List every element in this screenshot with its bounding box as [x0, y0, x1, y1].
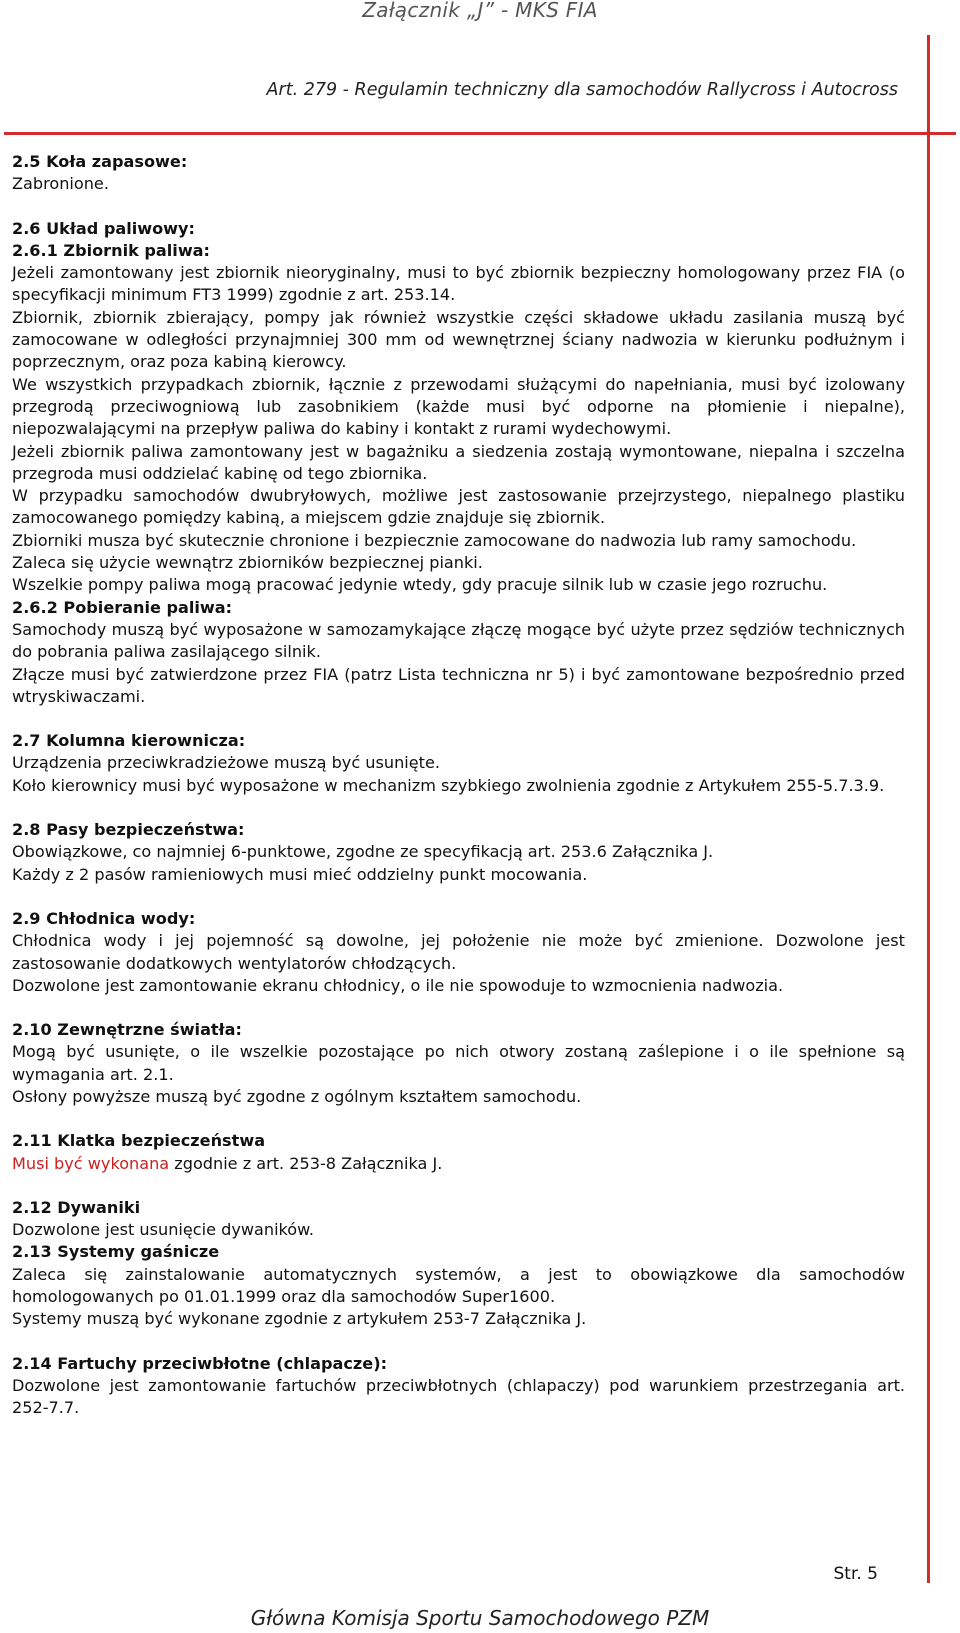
paragraph: Dozwolone jest zamontowanie fartuchów przeciwbłotnych (chlapaczy) pod warunkiem przestrzegania art. 252-7.7.	[12, 1375, 905, 1418]
paragraph: Wszelkie pompy paliwa mogą pracować jedynie wtedy, gdy pracuje silnik lub w czasie jego rozruchu.	[12, 575, 828, 595]
paragraph: Jeżeli zamontowany jest zbiornik nieoryginalny, musi to być zbiornik bezpieczny homologowany przez FIA (o specyfikacji minimum FT3 1999) zgodnie z art. 253.14.	[12, 263, 905, 305]
paragraph: Każdy z 2 pasów ramieniowych musi mieć oddzielny punkt mocowania.	[12, 864, 588, 884]
section-heading-2-6-1: 2.6.1 Zbiornik paliwa:	[12, 240, 210, 260]
spacer	[12, 1175, 905, 1197]
section-heading-2-6: 2.6 Układ paliwowy:	[12, 218, 195, 238]
section-heading-2-13: 2.13 Systemy gaśnicze	[12, 1242, 220, 1262]
margin-vertical-line	[927, 35, 930, 1583]
paragraph: Zaleca się użycie wewnątrz zbiorników bezpiecznej pianki.	[12, 553, 483, 573]
paragraph: Dozwolone jest zamontowanie ekranu chłodnicy, o ile nie spowoduje to wzmocnienia nadwozia.	[12, 975, 784, 995]
paragraph: Urządzenia przeciwkradzieżowe muszą być usunięte.	[12, 753, 440, 773]
spacer	[12, 886, 905, 908]
spacer	[12, 196, 905, 218]
spacer	[12, 1108, 905, 1130]
document-footer: Główna Komisja Sportu Samochodowego PZM	[250, 1606, 710, 1630]
paragraph: Zaleca się zainstalowanie automatycznych systemów, a jest to obowiązkowe dla samochodów homologowanych po 01.01.1999 oraz dla samochodów Super1600.	[12, 1264, 905, 1307]
section-heading-2-7: 2.7 Kolumna kierownicza:	[12, 731, 246, 751]
paragraph: Zabronione.	[12, 174, 109, 194]
paragraph	[12, 1153, 905, 1175]
section-heading-2-9: 2.9 Chłodnica wody:	[12, 908, 196, 928]
section-heading-2-12: 2.12 Dywaniki	[12, 1197, 141, 1217]
document-header-title: Załącznik „J” - MKS FIA	[362, 0, 598, 22]
paragraph: Złącze musi być zatwierdzone przez FIA (patrz Lista techniczna nr 5) i być zamontowane bezpośrednio przed wtryskiwaczami.	[12, 664, 905, 706]
section-heading-2-6-2: 2.6.2 Pobieranie paliwa:	[12, 597, 233, 617]
paragraph: Obowiązkowe, co najmniej 6-punktowe, zgodne ze specyfikacją art. 253.6 Załącznika J.	[12, 842, 714, 862]
paragraph: Zbiornik, zbiornik zbierający, pompy jak również wszystkie części składowe układu zasilania muszą być zamocowane w odległości przynajmniej 300 mm od wewnętrznej ściany nadwozia w kierunku podłużnym i poprzecznym, oraz poza kabiną kierowcy.	[12, 307, 905, 372]
section-heading-2-8: 2.8 Pasy bezpieczeństwa:	[12, 820, 245, 840]
paragraph: Osłony powyższe muszą być zgodne z ogólnym kształtem samochodu.	[12, 1086, 582, 1106]
paragraph: Samochody muszą być wyposażone w samozamykające złączę mogące być użyte przez sędziów technicznych do pobrania paliwa zasilającego silnik.	[12, 619, 905, 662]
document-header-subtitle: Art. 279 - Regulamin techniczny dla samochodów Rallycross i Autocross	[266, 80, 898, 100]
paragraph: Dozwolone jest usunięcie dywaników.	[12, 1220, 314, 1240]
spacer	[12, 997, 905, 1019]
paragraph: Koło kierownicy musi być wyposażone w mechanizm szybkiego zwolnienia zgodnie z Artykułem 255-5.7.3.9.	[12, 775, 885, 795]
section-heading-2-5: 2.5 Koła zapasowe:	[12, 152, 188, 171]
spacer	[12, 797, 905, 819]
paragraph: Systemy muszą być wykonane zgodnie z artykułem 253-7 Załącznika J.	[12, 1309, 587, 1329]
paragraph: W przypadku samochodów dwubryłowych, możliwe jest zastosowanie przejrzystego, niepalnego plastiku zamocowanego pomiędzy kabiną, a miejscem gdzie znajduje się zbiornik.	[12, 486, 905, 528]
section-heading-2-10: 2.10 Zewnętrzne światła:	[12, 1020, 242, 1040]
section-heading-2-14: 2.14 Fartuchy przeciwbłotne (chlapacze):	[12, 1353, 388, 1373]
paragraph: Chłodnica wody i jej pojemność są dowolne, jej położenie nie może być zmienione. Dozwolone jest zastosowanie dodatkowych wentylatorów chłodzących.	[12, 931, 905, 973]
page-number: Str. 5	[833, 1564, 878, 1584]
paragraph-text: zgodnie z art. 253-8 Załącznika J.	[169, 1153, 443, 1173]
document-body	[12, 151, 905, 1420]
spacer	[12, 708, 905, 730]
paragraph: Zbiorniki musza być skutecznie chronione i bezpiecznie zamocowane do nadwozia lub ramy samochodu.	[12, 530, 857, 550]
paragraph: Mogą być usunięte, o ile wszelkie pozostające po nich otwory zostaną zaślepione i o ile spełnione są wymagania art. 2.1.	[12, 1042, 905, 1084]
highlighted-text: Musi być wykonana	[12, 1153, 170, 1173]
paragraph: Jeżeli zbiornik paliwa zamontowany jest w bagażniku a siedzenia zostają wymontowane, niepalna i szczelna przegroda musi oddzielać kabinę od tego zbiornika.	[12, 441, 905, 483]
paragraph: We wszystkich przypadkach zbiornik, łącznie z przewodami służącymi do napełniania, musi być izolowany przegrodą przeciwogniową lub zasobnikiem (każde musi być odporne na płomienie i niepalne), niepozwalającymi na przepływ paliwa do kabiny i kontakt z rurami wydechowymi.	[12, 374, 905, 439]
section-heading-2-11: 2.11 Klatka bezpieczeństwa	[12, 1131, 266, 1151]
spacer	[12, 1331, 905, 1353]
header-divider-line	[4, 132, 956, 135]
